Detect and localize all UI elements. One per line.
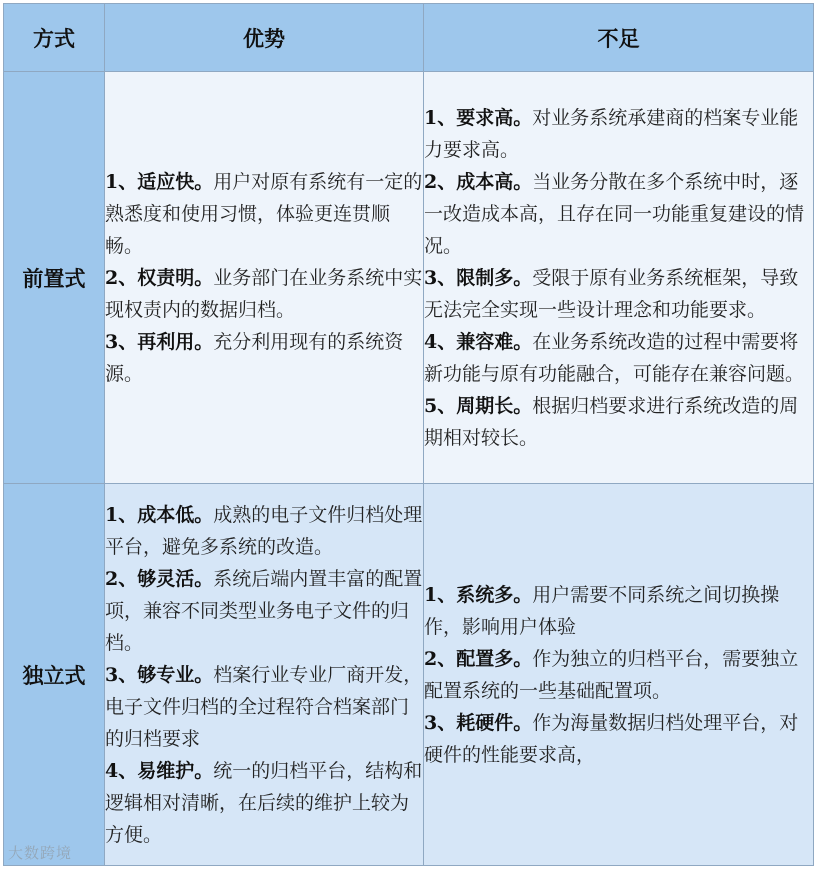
item-text: 受限于原有业务系统框架，导致无法完全实现一些设计理念和功能要求。 (424, 266, 799, 321)
item-title: 要求高。 (456, 106, 533, 129)
item-number: 4、 (424, 330, 457, 353)
comparison-table (3, 3, 814, 866)
item-title: 再利用。 (137, 330, 214, 353)
item-text: 充分利用现有的系统资源。 (105, 330, 404, 385)
item-text: 对业务系统承建商的档案专业能力要求高。 (424, 106, 799, 161)
item-text: 用户需要不同系统之间切换操作，影响用户体验 (424, 583, 780, 638)
item-number: 3、 (424, 266, 457, 289)
item-text: 作为海量数据归档处理平台，对硬件的性能要求高， (424, 711, 799, 766)
item-number: 5、 (424, 394, 457, 417)
item-number: 2、 (105, 567, 138, 590)
item-number: 1、 (424, 583, 457, 606)
header-advantages: 优势 (105, 4, 424, 72)
table-row (4, 72, 814, 484)
item-title: 成本低。 (137, 503, 214, 526)
item-title: 兼容难。 (456, 330, 533, 353)
item-title: 易维护。 (137, 759, 214, 782)
header-row (4, 4, 814, 72)
list-item (105, 326, 423, 390)
item-number: 2、 (105, 266, 138, 289)
item-number: 4、 (105, 759, 138, 782)
item-text: 用户对原有系统有一定的熟悉度和使用习惯，体验更连贯顺畅。 (105, 170, 423, 257)
item-title: 周期长。 (456, 394, 533, 417)
item-text: 成熟的电子文件归档处理平台，避免多系统的改造。 (105, 503, 423, 558)
method-cell: 前置式 (4, 72, 105, 484)
item-text: 业务部门在业务系统中实现权责内的数据归档。 (105, 266, 423, 321)
header-method: 方式 (4, 4, 105, 72)
item-number: 2、 (424, 647, 457, 670)
list-item (424, 707, 813, 771)
list-item (424, 643, 813, 707)
list-item (424, 102, 813, 166)
item-text: 系统后端内置丰富的配置项，兼容不同类型业务电子文件的归档。 (105, 567, 423, 654)
item-title: 够灵活。 (137, 567, 214, 590)
item-title: 权责明。 (137, 266, 214, 289)
method-cell: 独立式 (4, 484, 105, 866)
item-text: 档案行业专业厂商开发，电子文件归档的全过程符合档案部门的归档要求 (105, 663, 423, 750)
item-title: 配置多。 (456, 647, 533, 670)
advantages-cell (105, 484, 424, 866)
item-text: 统一的归档平台，结构和逻辑相对清晰，在后续的维护上较为方便。 (105, 759, 423, 846)
item-number: 1、 (424, 106, 457, 129)
item-text: 当业务分散在多个系统中时，逐一改造成本高，且存在同一功能重复建设的情况。 (424, 170, 805, 257)
list-item (424, 262, 813, 326)
item-title: 够专业。 (137, 663, 214, 686)
table-row (4, 484, 814, 866)
item-title: 系统多。 (456, 583, 533, 606)
item-number: 3、 (105, 330, 138, 353)
list-item (424, 166, 813, 262)
item-text: 作为独立的归档平台，需要独立配置系统的一些基础配置项。 (424, 647, 799, 702)
item-title: 限制多。 (456, 266, 533, 289)
item-number: 2、 (424, 170, 457, 193)
disadvantages-cell (424, 72, 814, 484)
disadvantages-cell (424, 484, 814, 866)
list-item (424, 579, 813, 643)
item-title: 适应快。 (137, 170, 214, 193)
item-text: 根据归档要求进行系统改造的周期相对较长。 (424, 394, 799, 449)
list-item (105, 563, 423, 659)
list-item (424, 326, 813, 390)
header-disadvantages: 不足 (424, 4, 814, 72)
item-text: 在业务系统改造的过程中需要将新功能与原有功能融合，可能存在兼容问题。 (424, 330, 805, 385)
advantages-cell (105, 72, 424, 484)
list-item (105, 659, 423, 755)
item-number: 1、 (105, 170, 138, 193)
watermark: 大数跨境 (8, 844, 73, 862)
list-item (424, 390, 813, 454)
item-number: 3、 (424, 711, 457, 734)
list-item (105, 499, 423, 563)
list-item (105, 262, 423, 326)
list-item (105, 166, 423, 262)
item-title: 耗硬件。 (456, 711, 533, 734)
item-title: 成本高。 (456, 170, 533, 193)
item-number: 3、 (105, 663, 138, 686)
list-item (105, 755, 423, 851)
item-number: 1、 (105, 503, 138, 526)
